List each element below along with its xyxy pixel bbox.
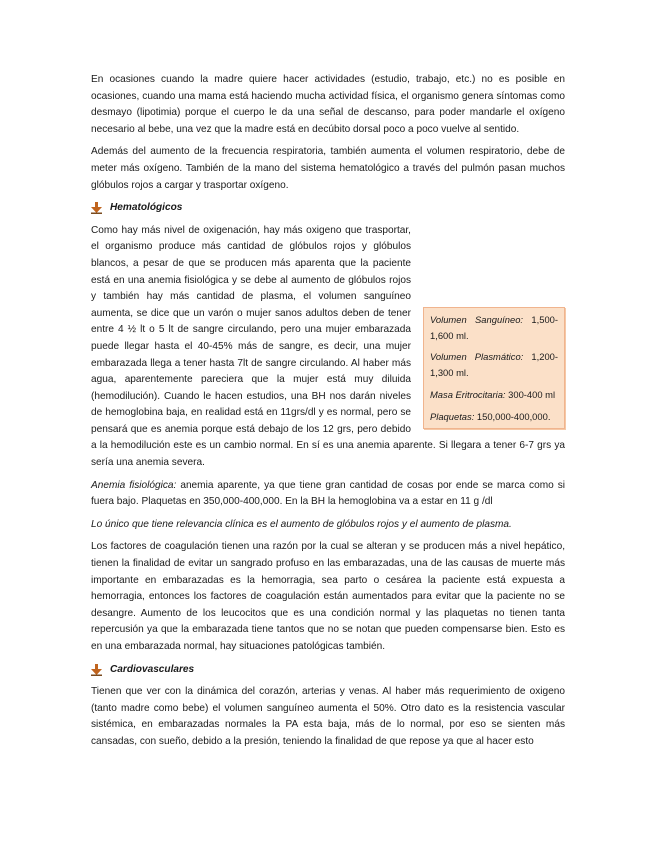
section-heading-cardiovasculares <box>91 662 565 679</box>
paragraph-coagulacion: Los factores de coagulación tienen una razón por la cual se alteran y se producen más a nivel hepático, tienen la finalidad de evitar un sangrado profuso en las embarazadas, una de las causas de muerte más importante en embarazadas es la hemorragia, sea parto o cesárea la paciente está expuesta a hemorragia, entonces los factores de coagulación están aumentados para evitar que la paciente no se desangre. Aumento de los leucocitos que es una condición normal y las plaquetas no tienen tanta repercusión ya que la embarazada tiene tantos que no se notan que pueden compensarse bien. Esto es en una embarazada normal, hay situaciones patológicas también. <box>91 541 565 652</box>
section-heading-label: Hematológicos <box>110 202 183 214</box>
anemia-text: anemia aparente, ya que tiene gran cantidad de cosas por ende se marca como si fuera bajo. Plaquetas en 350,000-400,000. En la BH la hemoglobina va a estar en 11 g /dl <box>91 479 565 508</box>
down-arrow-bullet-icon <box>91 664 102 676</box>
box-item-value: 300-400 ml <box>505 388 556 400</box>
box-item-label: Volumen Plasmático: <box>430 351 524 363</box>
paragraph-anemia-fisiologica <box>91 478 565 511</box>
paragraph-cardiovasculares: Tienen que ver con la dinámica del corazón, arterias y venas. Al haber más requerimiento de oxigeno (tanto madre como bebe) el volumen sanguíneo aumenta el 50%. Otro dato es la resistencia vascular sistémica, en embarazadas normales la PA esta baja, más de lo normal, por eso se sienten más cansadas, con sueño, debido a la presión, teniendo la finalidad de que repose ya que al hacer esto <box>91 686 565 747</box>
box-item-label: Volumen Sanguíneo: <box>430 313 524 325</box>
section-heading-hematologicos <box>91 200 565 217</box>
section-heading-label: Cardiovasculares <box>110 663 195 675</box>
box-item-value: 150,000-400,000. <box>474 410 551 422</box>
box-item-label: Masa Eritrocitaria: <box>430 388 506 400</box>
box-item-volumen-plasmatico <box>430 349 558 381</box>
paragraph-relevancia-clinica: Lo único que tiene relevancia clínica es el aumento de glóbulos rojos y el aumento de plasma. <box>91 518 512 530</box>
box-item-masa-eritrocitaria <box>430 387 558 403</box>
anemia-label: Anemia fisiológica: <box>91 479 177 491</box>
down-arrow-bullet-icon <box>91 202 102 214</box>
box-item-value: 1,500-1,600 ml. <box>430 313 558 341</box>
box-item-label: Plaquetas: <box>430 410 475 422</box>
paragraph-hematologicos: Como hay más nivel de oxigenación, hay más oxigeno que trasportar, el organismo produce más cantidad de glóbulos rojos y glóbulos blancos, a pesar de que se producen más aparenta que la paciente está en una anemia fisiológica y se debe al aumento de glóbulos rojos y también hay más cantidad de plasma, el volumen sanguíneo aumenta, se dice que un varón o mujer sanos adultos deben de tener entre 4 ½ lt o 5 lt de sangre circulando, pero una mujer embarazada puede llegar hasta el 40-45% más de sangre, es decir, una mujer embarazada llega a tener hasta 7lt de sangre circulando. Al haber más agua, aparentemente pareciera que la mujer está muy diluida (hemodilución). Cuando le hacen estudios, una BH nos darán niveles de hemoglobina baja, en realidad está en 11grs/dl y es normal, pero se pensará que es anemia porque está debajo de los 12 grs, pero debido a la hemodilución este es un cambio normal. En sí es una anemia aparente. Si llegara a tener 6-7 grs ya sería una anemia severa. <box>91 224 565 469</box>
box-item-plaquetas <box>430 409 558 425</box>
blood-values-box <box>423 307 565 429</box>
box-item-value: 1,200-1,300 ml. <box>430 351 558 379</box>
document-page <box>91 72 565 757</box>
paragraph-respiratorio: Además del aumento de la frecuencia respiratoria, también aumenta el volumen respiratorio, debe de meter más oxígeno. También de la mano del sistema hematológico a través del pulmón pasan muchos glóbulos rojos a cargar y trasportar oxígeno. <box>91 146 565 191</box>
box-item-volumen-sanguineo <box>430 312 558 344</box>
hemato-block <box>91 223 565 472</box>
paragraph-lipotimia: En ocasiones cuando la madre quiere hacer actividades (estudio, trabajo, etc.) no es posible en ocasiones, cuando una mama está haciendo mucha actividad física, el organismo genera síntomas como desmayo (lipotimia) porque el cuerpo le da una señal de descanso, para poder mandarle el oxígeno necesario al bebe, una vez que la madre está en decúbito dorsal poco a poco vuelve al sentido. <box>91 74 565 135</box>
